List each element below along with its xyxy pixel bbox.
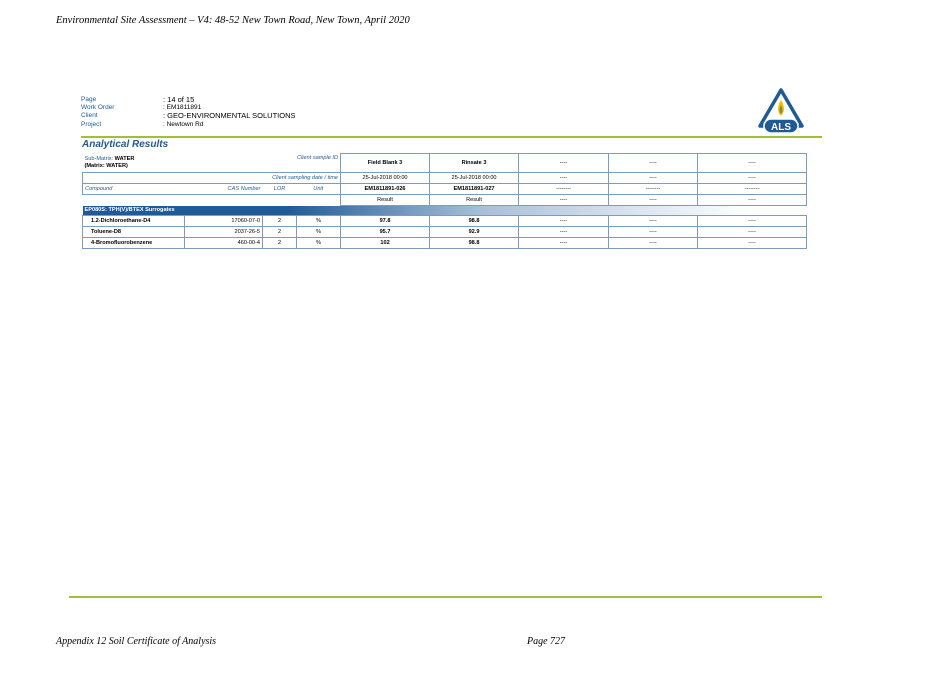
page-number: Page 727 (527, 636, 566, 647)
sample-date-5: ---- (698, 172, 807, 183)
table-row (83, 215, 807, 226)
result-value: ---- (519, 215, 609, 226)
compound-name: 1.2-Dichloroethane-D4 (83, 215, 185, 226)
result-value: ---- (609, 237, 698, 248)
lor-value: 2 (263, 215, 297, 226)
group-header-row (83, 205, 807, 215)
section-title: Analytical Results (82, 139, 169, 150)
compound-header: Compound (83, 183, 185, 194)
sample-id-3: ---- (519, 154, 609, 173)
page-row (81, 96, 296, 104)
submatrix-value: WATER (114, 156, 135, 162)
result-value: 92.9 (430, 226, 519, 237)
header-divider (81, 136, 822, 138)
client-value: : GEO-ENVIRONMENTAL SOLUTIONS (163, 111, 296, 121)
project-label: Project (81, 120, 102, 128)
lor-value: 2 (263, 226, 297, 237)
lab-id-5: -------- (698, 183, 807, 194)
analytical-results-table (82, 153, 807, 249)
sampling-date-row (83, 172, 807, 183)
sample-id-1: Field Blank 3 (341, 154, 430, 173)
lab-id-3: -------- (519, 183, 609, 194)
compound-name: 4-Bromofluorobenzene (83, 237, 185, 248)
sample-date-1: 25-Jul-2018 00:00 (341, 172, 430, 183)
result-value: 95.7 (341, 226, 430, 237)
sample-id-2: Rinsate 3 (430, 154, 519, 173)
lab-id-4: -------- (609, 183, 698, 194)
sample-id-4: ---- (609, 154, 698, 173)
cas-header: CAS Number (185, 183, 263, 194)
sample-date-4: ---- (609, 172, 698, 183)
unit-header: Unit (297, 183, 341, 194)
result-value: ---- (519, 226, 609, 237)
compound-name: Toluene-D8 (83, 226, 185, 237)
sample-id-5: ---- (698, 154, 807, 173)
result-value: 97.8 (341, 215, 430, 226)
result-value: 102 (341, 237, 430, 248)
footer-divider (69, 596, 822, 598)
group-title: EP080S: TPH(V)/BTEX Surrogates (83, 205, 807, 215)
column-header-row (83, 183, 807, 194)
table-row (83, 226, 807, 237)
report-info (81, 96, 296, 129)
cas-number: 2037-26-5 (185, 226, 263, 237)
result-label-4: ---- (609, 194, 698, 205)
als-logo-icon (758, 88, 804, 136)
result-value: 98.8 (430, 237, 519, 248)
cas-number: 460-00-4 (185, 237, 263, 248)
result-label-row (83, 194, 807, 205)
sampling-date-label: Client sampling date / time (83, 172, 341, 183)
unit-value: % (297, 226, 341, 237)
result-label-3: ---- (519, 194, 609, 205)
result-value: 98.8 (430, 215, 519, 226)
matrix-line: (Matrix: WATER) (84, 162, 128, 169)
sample-id-row (83, 154, 807, 173)
result-label-5: ---- (698, 194, 807, 205)
running-header: Environmental Site Assessment – V4: 48-52 New Town Road, New Town, April 2020 (56, 15, 410, 26)
sample-date-3: ---- (519, 172, 609, 183)
result-value: ---- (609, 226, 698, 237)
logo-text: ALS (771, 122, 791, 133)
unit-value: % (297, 237, 341, 248)
result-value: ---- (698, 237, 807, 248)
submatrix-label: Sub-Matrix: (84, 156, 114, 162)
client-sample-id-label: Client sample ID (296, 154, 339, 161)
result-label-1: Result (341, 194, 430, 205)
footer-left: Appendix 12 Soil Certificate of Analysis (56, 636, 217, 647)
cas-number: 17060-07-0 (185, 215, 263, 226)
result-value: ---- (698, 226, 807, 237)
unit-value: % (297, 215, 341, 226)
lor-value: 2 (263, 237, 297, 248)
project-row (81, 121, 296, 129)
client-row (81, 112, 296, 120)
lab-id-2: EM1811891-027 (430, 183, 519, 194)
project-value: : Newtown Rd (163, 120, 204, 128)
page-value: : 14 of 15 (163, 95, 195, 104)
work-order-value: : EM1811891 (163, 104, 202, 112)
result-value: ---- (609, 215, 698, 226)
client-label: Client (81, 112, 98, 120)
result-value: ---- (698, 215, 807, 226)
table-row (83, 237, 807, 248)
lor-header: LOR (263, 183, 297, 194)
result-value: ---- (519, 237, 609, 248)
result-label-2: Result (430, 194, 519, 205)
lab-id-1: EM1811891-026 (341, 183, 430, 194)
page-label: Page (81, 96, 97, 103)
sample-date-2: 25-Jul-2018 00:00 (430, 172, 519, 183)
work-order-label: Work Order (81, 104, 115, 112)
